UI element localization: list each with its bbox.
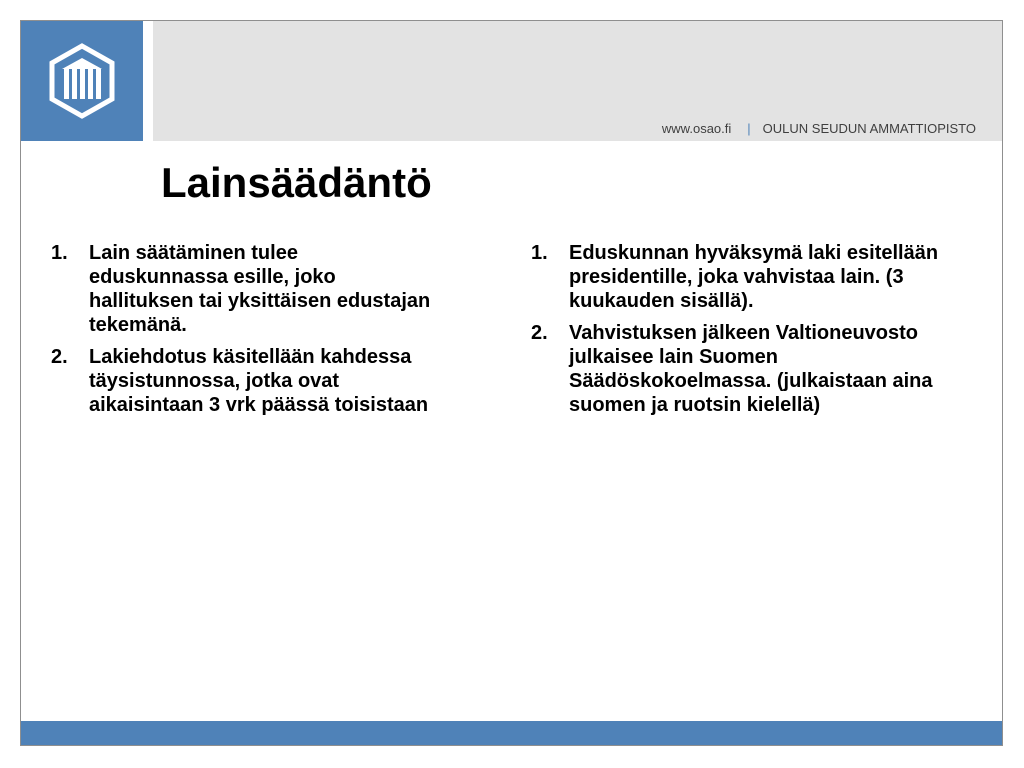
footer-bar	[21, 721, 1002, 745]
list-item-text: Vahvistuksen jälkeen Valtioneuvosto julkaisee lain Suomen Säädöskokoelmassa. (julkaistaan aina suomen ja ruotsin kielellä)	[569, 322, 933, 416]
list-item	[531, 321, 951, 417]
list-item-number: 2.	[51, 346, 68, 368]
website-text: www.osao.fi	[661, 121, 732, 136]
list-item	[531, 241, 951, 313]
header-info	[662, 121, 976, 136]
organization-name: OULUN SEUDUN AMMATTIOPISTO	[762, 121, 976, 136]
list-item	[51, 241, 441, 337]
list-item-text: Lain säätäminen tulee eduskunnassa esille, joko hallituksen tai yksittäisen edustajan tekemänä.	[89, 242, 431, 336]
slide	[20, 20, 1003, 746]
slide-title: Lainsäädäntö	[161, 159, 432, 206]
list-item-number: 1.	[531, 242, 548, 264]
logo-block	[21, 21, 143, 141]
list-item	[51, 345, 441, 417]
list-item-number: 2.	[531, 322, 548, 344]
left-list	[51, 241, 441, 425]
list-item-number: 1.	[51, 242, 68, 264]
header-separator: |	[747, 121, 751, 136]
list-item-text: Lakiehdotus käsitellään kahdessa täysistunnossa, jotka ovat aikaisintaan 3 vrk päässä toisistaan	[89, 346, 429, 416]
osao-logo-icon	[48, 43, 116, 119]
right-list	[531, 241, 951, 425]
list-item-text: Eduskunnan hyväksymä laki esitellään presidentille, joka vahvistaa lain. (3 kuukauden sisällä).	[569, 242, 939, 312]
